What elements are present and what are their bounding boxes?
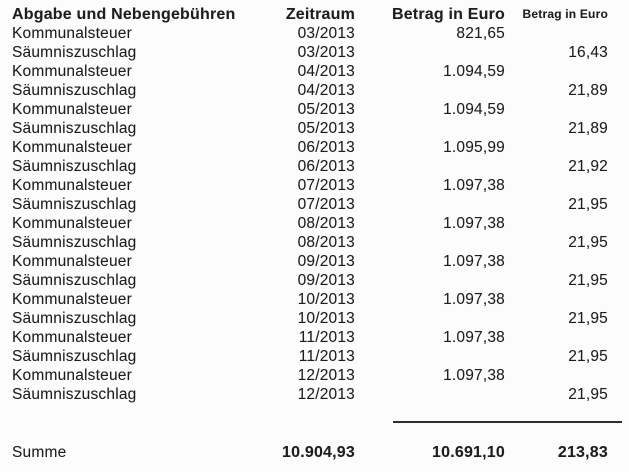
cell-zeitraum: 09/2013	[297, 253, 355, 270]
cell-zeitraum: 09/2013	[297, 272, 355, 289]
table-row	[12, 309, 629, 328]
cell-betrag-1	[355, 157, 505, 176]
cell-betrag-1	[355, 43, 505, 62]
cell-zeitraum: 06/2013	[297, 158, 355, 175]
cell-zeitraum: 04/2013	[297, 82, 355, 99]
table-row	[12, 62, 629, 81]
cell-zeitraum: 05/2013	[297, 101, 355, 118]
table-row	[12, 366, 629, 385]
sum-row	[12, 443, 629, 462]
table-row	[12, 195, 629, 214]
cell-betrag-2	[505, 138, 608, 157]
cell-betrag-2	[505, 366, 608, 385]
cell-zeitraum: 08/2013	[297, 234, 355, 251]
table-row	[12, 328, 629, 347]
sum-separator-line	[393, 421, 622, 423]
table-row	[12, 385, 629, 404]
cell-zeitraum: 03/2013	[297, 25, 355, 42]
cell-betrag-1: 1.097,38	[443, 215, 505, 232]
cell-zeitraum: 10/2013	[297, 291, 355, 308]
cell-betrag-2: 21,95	[568, 348, 608, 365]
cell-abgabe: Säumniszuschlag	[12, 158, 137, 175]
cell-betrag-2: 21,95	[568, 272, 608, 289]
cell-betrag-2	[505, 214, 608, 233]
table-row	[12, 233, 629, 252]
table-row	[12, 24, 629, 43]
sum-total-betrag-1: 10.691,10	[432, 444, 505, 461]
table-row	[12, 138, 629, 157]
sum-total-betrag-2: 213,83	[557, 444, 608, 461]
cell-zeitraum: 05/2013	[297, 120, 355, 137]
cell-betrag-1: 1.094,59	[443, 63, 505, 80]
cell-betrag-1: 1.094,59	[443, 101, 505, 118]
cell-zeitraum: 04/2013	[297, 63, 355, 80]
cell-betrag-1	[355, 195, 505, 214]
cell-betrag-2: 21,95	[568, 196, 608, 213]
cell-abgabe: Säumniszuschlag	[12, 234, 137, 251]
table-row	[12, 43, 629, 62]
cell-zeitraum: 12/2013	[297, 386, 355, 403]
cell-abgabe: Kommunalsteuer	[12, 25, 132, 42]
cell-zeitraum: 12/2013	[297, 367, 355, 384]
cell-abgabe: Kommunalsteuer	[12, 63, 132, 80]
cell-betrag-1	[355, 81, 505, 100]
cell-betrag-2: 16,43	[568, 44, 608, 61]
cell-zeitraum: 11/2013	[298, 348, 355, 365]
table-row	[12, 290, 629, 309]
table-header-row	[12, 5, 629, 24]
column-header-betrag-1: Betrag in Euro	[391, 6, 505, 23]
table-row	[12, 252, 629, 271]
cell-abgabe: Kommunalsteuer	[12, 101, 132, 118]
cell-betrag-1: 1.095,99	[443, 139, 505, 156]
cell-abgabe: Säumniszuschlag	[12, 348, 137, 365]
cell-abgabe: Säumniszuschlag	[12, 310, 137, 327]
cell-betrag-1: 1.097,38	[443, 177, 505, 194]
cell-betrag-2	[505, 62, 608, 81]
cell-betrag-2	[505, 328, 608, 347]
cell-betrag-1	[355, 271, 505, 290]
table-row	[12, 271, 629, 290]
cell-abgabe: Säumniszuschlag	[12, 44, 137, 61]
cell-betrag-1: 1.097,38	[443, 253, 505, 270]
cell-zeitraum: 10/2013	[297, 310, 355, 327]
cell-betrag-2	[505, 24, 608, 43]
cell-betrag-1	[355, 119, 505, 138]
cell-abgabe: Säumniszuschlag	[12, 196, 137, 213]
cell-abgabe: Kommunalsteuer	[12, 177, 132, 194]
column-header-betrag-2: Betrag in Euro	[522, 7, 608, 21]
cell-zeitraum: 08/2013	[297, 215, 355, 232]
cell-betrag-2: 21,95	[568, 310, 608, 327]
cell-abgabe: Kommunalsteuer	[12, 253, 132, 270]
cell-betrag-2	[505, 100, 608, 119]
cell-betrag-1: 1.097,38	[443, 291, 505, 308]
table-row	[12, 214, 629, 233]
cell-betrag-1	[355, 385, 505, 404]
cell-betrag-2: 21,95	[568, 234, 608, 251]
cell-abgabe: Kommunalsteuer	[12, 329, 132, 346]
cell-zeitraum: 06/2013	[297, 139, 355, 156]
cell-abgabe: Säumniszuschlag	[12, 272, 137, 289]
table-row	[12, 81, 629, 100]
cell-betrag-1	[355, 233, 505, 252]
cell-abgabe: Säumniszuschlag	[12, 82, 137, 99]
cell-betrag-2: 21,89	[568, 82, 608, 99]
cell-betrag-2: 21,92	[568, 158, 608, 175]
cell-betrag-1	[355, 309, 505, 328]
cell-betrag-1	[355, 347, 505, 366]
cell-betrag-1: 821,65	[456, 25, 505, 42]
cell-zeitraum: 03/2013	[297, 44, 355, 61]
cell-betrag-1: 1.097,38	[443, 329, 505, 346]
cell-abgabe: Säumniszuschlag	[12, 120, 137, 137]
cell-betrag-2: 21,95	[568, 386, 608, 403]
cell-betrag-2	[505, 252, 608, 271]
cell-betrag-1: 1.097,38	[443, 367, 505, 384]
cell-betrag-2: 21,89	[568, 120, 608, 137]
cell-zeitraum: 11/2013	[298, 329, 355, 346]
sum-total-gesamt: 10.904,93	[282, 444, 355, 461]
cell-betrag-2	[505, 290, 608, 309]
table-row	[12, 119, 629, 138]
cell-abgabe: Kommunalsteuer	[12, 367, 132, 384]
cell-betrag-2	[505, 176, 608, 195]
sum-label: Summe	[12, 444, 67, 461]
table-row	[12, 157, 629, 176]
table-row	[12, 176, 629, 195]
column-header-zeitraum: Zeitraum	[285, 6, 355, 23]
cell-abgabe: Kommunalsteuer	[12, 291, 132, 308]
table-row	[12, 100, 629, 119]
cell-abgabe: Kommunalsteuer	[12, 215, 132, 232]
cell-zeitraum: 07/2013	[297, 196, 355, 213]
column-header-abgabe: Abgabe und Nebengebühren	[12, 6, 236, 23]
cell-zeitraum: 07/2013	[297, 177, 355, 194]
table-row	[12, 347, 629, 366]
cell-abgabe: Kommunalsteuer	[12, 139, 132, 156]
cell-abgabe: Säumniszuschlag	[12, 386, 137, 403]
table-body	[12, 24, 629, 404]
